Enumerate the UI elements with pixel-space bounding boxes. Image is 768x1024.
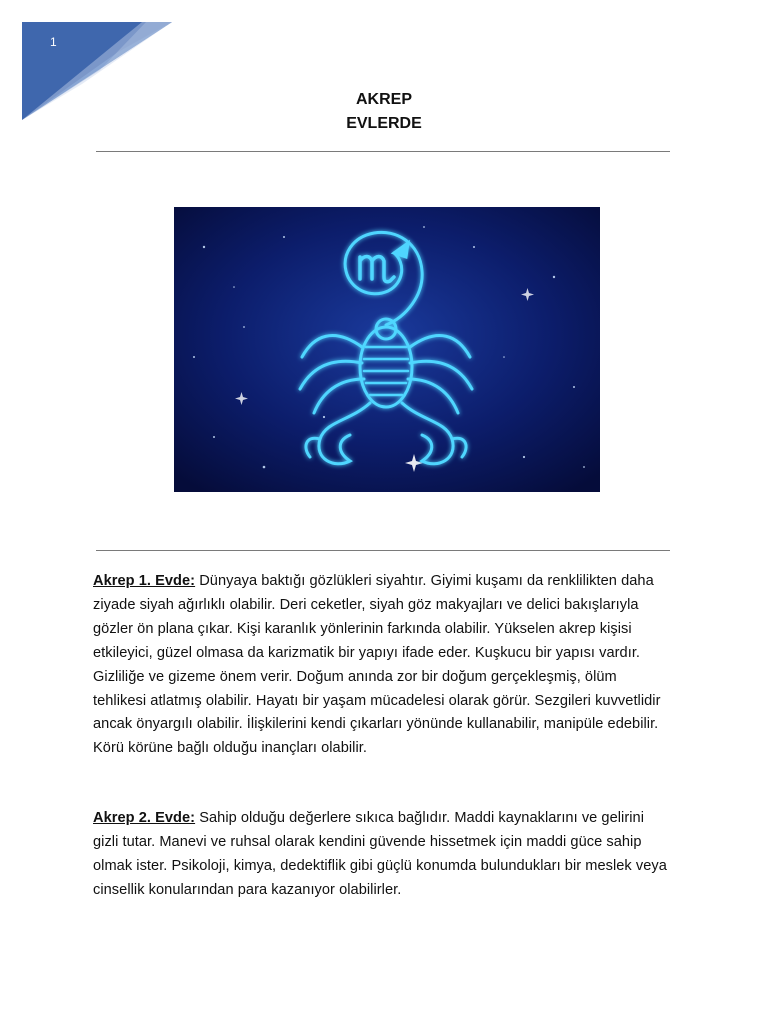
paragraph-lead: Akrep 2. Evde:: [93, 810, 196, 826]
scorpio-image: [174, 207, 600, 492]
title-line-1: AKREP: [355, 91, 412, 108]
page-title: [0, 88, 768, 136]
paragraph-akrep-1: [93, 570, 668, 761]
divider-top: [96, 151, 670, 152]
page-number: 1: [50, 35, 57, 49]
divider-bottom: [96, 550, 670, 551]
paragraph-lead: Akrep 1. Evde:: [93, 573, 196, 589]
title-line-2: EVLERDE: [346, 115, 422, 132]
paragraph-akrep-2: [93, 807, 668, 903]
paragraph-body: Dünyaya baktığı gözlükleri siyahtır. Giyimi kuşamı da renklilikten daha ziyade siyah ağırlıklı olabilir. Deri ceketler, siyah göz makyajları ve delici bakışlarıyla gözler ön plana çıkar. Kişi karanlık yönlerinin farkında olabilir. Yükselen akrep kişisi etkileyici, güzel olmasa da karizmatik bir yapıyı ifade eder. Kuşkucu bir yapısı vardır. Gizliliğe ve gizeme önem verir. Doğum anında zor bir doğum gerçekleşmiş, ölüm tehlikesi atlatmış olabilir. Hayatı bir yaşam mücadelesi olarak görür. Sezgileri kuvvetlidir ancak önyargılı olabilir. İlişkilerini kendi çıkarları yönünde kullanabilir, manipüle edebilir. Körü körüne bağlı olduğu inançları olabilir.: [93, 573, 661, 757]
paragraph-body: Sahip olduğu değerlere sıkıca bağlıdır. Maddi kaynaklarını ve gelirini gizli tutar. Manevi ve ruhsal olarak kendini güvende hissetmek için maddi güce sahip olmak ister. Psikoloji, kimya, dedektiflik gibi güçlü konumda bulundukları bir meslek veya cinsellik konularından para kazanıyor olabilirler.: [93, 810, 667, 898]
